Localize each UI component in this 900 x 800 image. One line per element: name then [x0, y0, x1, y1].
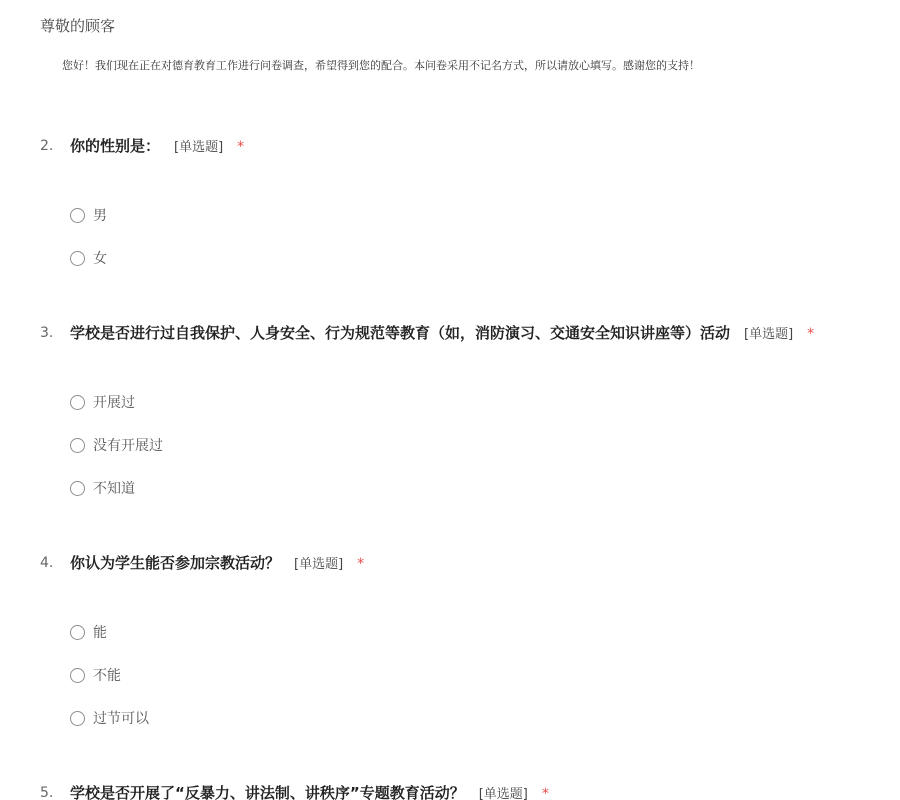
required-marker: * [357, 556, 365, 572]
question-type-label: [单选题] [744, 327, 794, 342]
question-2 [40, 134, 890, 267]
survey-intro: 您好！我们现在正在对德育教育工作进行问卷调查，希望得到您的配合。本问卷采用不记名方式，所以请放心填写。感谢您的支持！ [62, 59, 700, 72]
option-label: 能 [93, 625, 107, 641]
question-title: 你的性别是： [70, 137, 161, 155]
survey-greeting: 尊敬的顾客 [40, 17, 116, 35]
question-number: 4. [40, 555, 54, 571]
option-label: 没有开展过 [93, 438, 163, 454]
radio-button[interactable] [70, 481, 85, 496]
question-type-label: [单选题] [294, 557, 344, 572]
radio-button[interactable] [70, 711, 85, 726]
question-header [40, 321, 890, 345]
option-label: 不能 [93, 668, 121, 684]
question-header [40, 134, 890, 158]
question-header [40, 551, 890, 575]
required-marker: * [237, 139, 245, 155]
question-4 [40, 551, 890, 727]
question-type-label: [单选题] [174, 140, 224, 155]
option-label: 不知道 [93, 481, 135, 497]
question-title: 你认为学生能否参加宗教活动？ [70, 554, 281, 572]
option-label: 女 [93, 251, 107, 267]
question-header [40, 781, 890, 800]
radio-button[interactable] [70, 438, 85, 453]
option-label: 过节可以 [93, 711, 149, 727]
question-title: 学校是否进行过自我保护、人身安全、行为规范等教育（如，消防演习、交通安全知识讲座等）活动 [70, 324, 731, 342]
radio-button[interactable] [70, 625, 85, 640]
question-title: 学校是否开展了“反暴力、讲法制、讲秩序”专题教育活动？ [70, 784, 465, 800]
radio-button[interactable] [70, 251, 85, 266]
required-marker: * [807, 326, 815, 342]
required-marker: * [541, 786, 549, 800]
question-number: 2. [40, 138, 54, 154]
question-type-label: [单选题] [478, 787, 528, 800]
radio-button[interactable] [70, 395, 85, 410]
radio-button[interactable] [70, 668, 85, 683]
option-label: 男 [93, 208, 107, 224]
question-5 [40, 781, 890, 800]
question-3 [40, 321, 890, 497]
option-label: 开展过 [93, 395, 135, 411]
question-number: 5. [40, 785, 54, 800]
question-number: 3. [40, 325, 54, 341]
radio-button[interactable] [70, 208, 85, 223]
